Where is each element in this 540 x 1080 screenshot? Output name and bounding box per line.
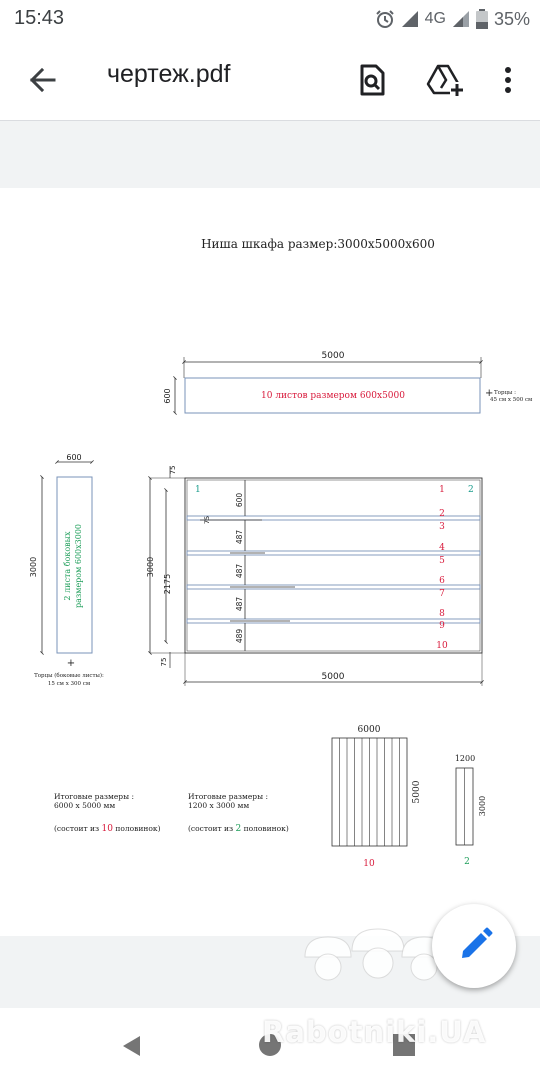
sheet-small (455, 754, 487, 867)
sheet-big-width: 6000 (357, 725, 381, 735)
sheet-big-count: 10 (363, 859, 375, 869)
status-bar (0, 0, 540, 38)
drawing-heading: Ниша шкафа размер:3000x5000x600 (201, 237, 435, 251)
edit-fab[interactable] (432, 904, 516, 988)
status-time: 15:43 (14, 7, 65, 29)
search-document-icon[interactable] (352, 60, 392, 100)
front-height-inner: 2175 (163, 573, 172, 595)
more-vertical-icon[interactable] (488, 60, 528, 100)
top-note-line2: 45 см x 500 см (490, 397, 533, 403)
front-width-label: 5000 (321, 672, 345, 682)
sheet-small-width: 1200 (454, 754, 476, 763)
summary-left-suffix: половинок) (112, 824, 161, 833)
shelf-height-5: 489 (235, 628, 244, 644)
front-height-total: 3000 (146, 556, 155, 578)
nav-back-icon[interactable] (120, 1034, 144, 1058)
sheet-big-height: 5000 (412, 780, 422, 804)
side-width-label: 600 (66, 453, 82, 462)
side-note-line1: Торцы (боковые листы): (34, 673, 104, 679)
side-note-plus: + (66, 658, 76, 669)
green-number-left: 1 (195, 485, 201, 495)
top-width-label: 5000 (321, 351, 345, 361)
top-panel-caption: 10 листов размером 600x5000 (261, 391, 405, 401)
red-number-7: 7 (439, 589, 445, 599)
summary-right-suffix: половинок) (241, 824, 289, 833)
side-panel (29, 453, 104, 687)
back-arrow-icon[interactable] (24, 62, 60, 98)
battery-level: 35% (493, 8, 530, 29)
sheet-small-count: 2 (464, 857, 470, 867)
summary-left (54, 792, 161, 834)
top-note-line1: Торцы : (494, 390, 517, 396)
summary-right-line1: Итоговые размеры : (188, 792, 268, 801)
signal-icon (452, 10, 470, 28)
red-number-5: 5 (439, 556, 445, 566)
front-view (146, 466, 482, 686)
side-caption-line1: 2 листа боковых (63, 531, 72, 601)
bottom-gap-label: 75 (160, 657, 168, 667)
summary-left-prefix: (состоит из (54, 824, 102, 833)
red-number-3: 3 (439, 522, 445, 532)
top-panel (163, 351, 533, 413)
shelf-height-1: 600 (235, 492, 244, 508)
side-caption-line2: размером 600x3000 (74, 523, 83, 609)
top-height-label: 600 (163, 388, 172, 404)
red-number-8: 8 (439, 609, 445, 619)
drawing (0, 188, 540, 936)
top-gap-label: 75 (169, 465, 177, 475)
summary-left-num: 10 (101, 824, 113, 834)
red-number-10: 10 (436, 641, 448, 651)
summary-right-line2: 1200 x 3000 мм (188, 801, 250, 810)
pencil-icon (432, 904, 516, 988)
top-note-plus: + (485, 388, 494, 399)
summary-left-line2: 6000 x 5000 мм (54, 801, 116, 810)
document-title: чертеж.pdf (107, 60, 231, 88)
red-number-6: 6 (439, 576, 445, 586)
alarm-icon (375, 9, 395, 29)
signal-icon (401, 10, 419, 28)
battery-icon (476, 9, 488, 29)
shelf-height-4: 487 (235, 596, 244, 612)
watermark-text: Rabotniki.UA (262, 1015, 487, 1049)
shelf-thickness-label: 75 (203, 515, 211, 525)
red-number-9: 9 (439, 621, 445, 631)
red-number-1: 1 (439, 485, 445, 495)
shelf-height-2: 487 (235, 529, 244, 545)
app-bar (0, 38, 540, 121)
svg-text:(состоит из 10 половинок) (54, 824, 161, 834)
sheet-big (332, 725, 422, 869)
shelf-height-3: 487 (235, 563, 244, 579)
red-number-4: 4 (439, 543, 445, 553)
summary-right-prefix: (состоит из (188, 824, 236, 833)
red-number-2: 2 (439, 509, 445, 519)
network-type: 4G (424, 10, 446, 27)
pdf-page[interactable] (0, 188, 540, 936)
side-note-line2: 15 см x 300 см (47, 681, 91, 687)
worker-mascots-icon (300, 925, 450, 995)
svg-text:(состоит из 2 половинок) (188, 824, 289, 834)
summary-left-line1: Итоговые размеры : (54, 792, 134, 801)
side-height-label: 3000 (29, 556, 38, 578)
green-number-right: 2 (468, 485, 474, 495)
drive-add-icon[interactable] (424, 60, 464, 100)
sheet-small-height: 3000 (478, 795, 487, 817)
summary-right-num: 2 (235, 824, 242, 834)
status-icons (375, 7, 530, 31)
summary-right (188, 792, 289, 834)
